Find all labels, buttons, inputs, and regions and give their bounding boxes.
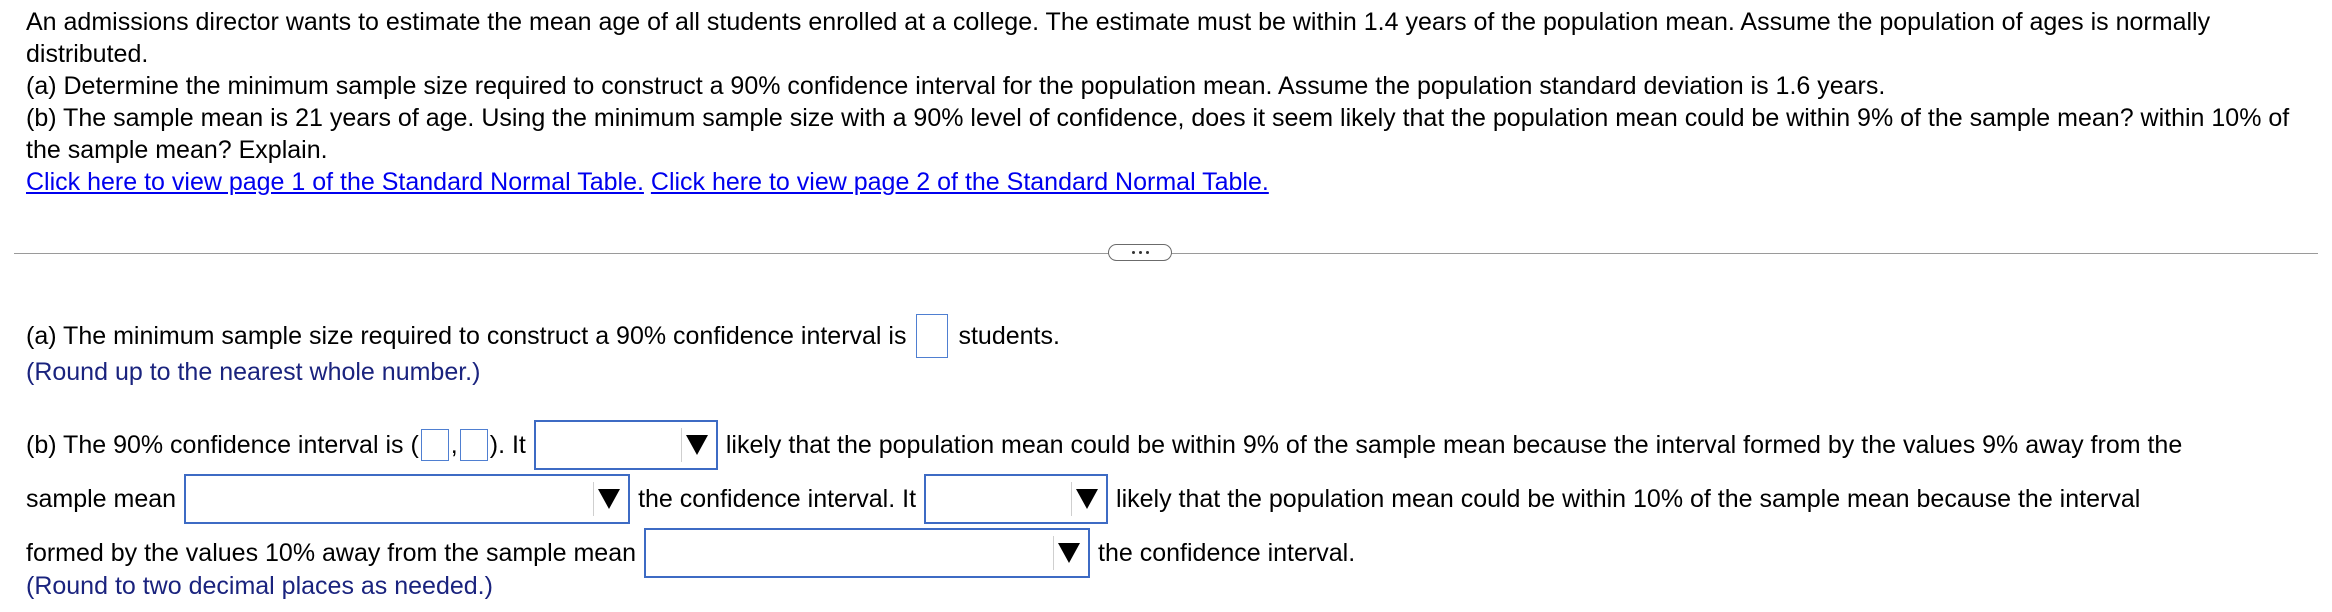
question-intro: An admissions director wants to estimate the mean age of all students enrolled at a college. The estimate must be within 1.4 years of the population mean. Assume the population of ages is normally distributed.	[26, 8, 2211, 68]
ci-upper-input[interactable]	[460, 429, 488, 461]
table-links	[26, 166, 2316, 198]
question-part-b: (b) The sample mean is 21 years of age. Using the minimum sample size with a 90% level of confidence, does it seem likely that the population mean could be within 9% of the sample mean? within 10% of the sample mean? Explain.	[26, 104, 2290, 164]
question-text	[26, 6, 2316, 198]
answer-a-text: (a) The minimum sample size required to construct a 90% confidence interval is	[26, 322, 907, 350]
likely-select-10pct[interactable]	[924, 474, 1108, 524]
interval-relation-select-9pct[interactable]	[184, 474, 630, 524]
normal-table-page2-link[interactable]: Click here to view page 2 of the Standard Normal Table.	[650, 168, 1269, 196]
question-part-a: (a) Determine the minimum sample size required to construct a 90% confidence interval for the population mean. Assume the population standard deviation is 1.6 years.	[26, 72, 1886, 100]
interval-relation-select-10pct[interactable]	[644, 528, 1090, 578]
answer-b-text5: the confidence interval. It	[638, 485, 917, 513]
ci-lower-input[interactable]	[421, 429, 449, 461]
sample-size-input[interactable]	[916, 314, 948, 358]
answer-b-text1: (b) The 90% confidence interval is (	[26, 431, 419, 459]
triangle-down-icon	[1053, 536, 1084, 570]
answer-b-text4: sample mean	[26, 485, 177, 513]
answer-b-line1	[26, 420, 2182, 470]
ci-comma: ,	[450, 431, 458, 459]
triangle-down-icon	[593, 482, 624, 516]
answer-b-line2	[26, 474, 2140, 524]
answer-b-text7: formed by the values 10% away from the sample mean	[26, 539, 637, 567]
answer-a-row	[26, 314, 1060, 358]
triangle-down-icon	[1071, 482, 1102, 516]
normal-table-page1-link[interactable]: Click here to view page 1 of the Standard Normal Table.	[26, 168, 644, 196]
answer-b-text3: likely that the population mean could be within 9% of the sample mean because the interval formed by the values 9% away from the	[725, 431, 2183, 459]
ellipsis-icon	[1132, 251, 1135, 254]
triangle-down-icon	[681, 428, 712, 462]
answer-b-text2: ). It	[489, 431, 526, 459]
answer-b-text6: likely that the population mean could be within 10% of the sample mean because the interval	[1116, 485, 2141, 513]
more-options-button[interactable]	[1108, 244, 1172, 261]
answer-a-hint: (Round up to the nearest whole number.)	[26, 358, 481, 386]
answer-a-unit: students.	[958, 322, 1060, 350]
answer-b-text8: the confidence interval.	[1098, 539, 1356, 567]
answer-b-hint: (Round to two decimal places as needed.)	[26, 572, 493, 600]
likely-select-9pct[interactable]	[534, 420, 718, 470]
